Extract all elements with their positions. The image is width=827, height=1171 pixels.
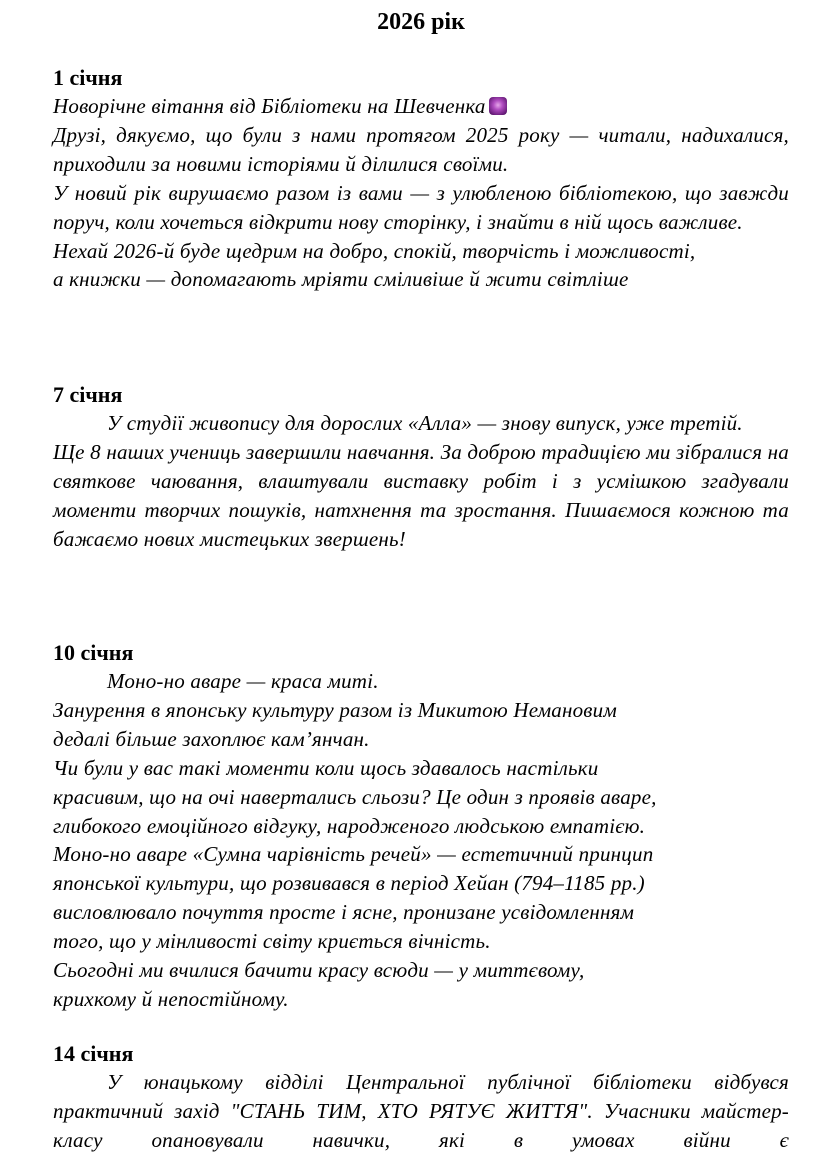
entry-paragraph: крихкому й непостійному.: [53, 986, 289, 1011]
entry-paragraph: а книжки — допомагають мріяти сміливіше й жити світліше: [53, 267, 629, 292]
entry-paragraph: У новий рік вирушаємо разом із вами — з улюбленою бібліотекою, що завжди поруч, коли хочеться відкрити нову сторінку, і знайти в ній щось важливе.: [53, 180, 789, 234]
entry-january-1: [53, 63, 789, 294]
entry-heading-line: [53, 92, 789, 121]
entry-paragraph: Сьогодні ми вчилися бачити красу всюди — у миттєвому,: [53, 958, 585, 983]
entry-paragraph: Ще 8 наших учениць завершили навчання. За доброю традицією ми зібралися на святкове чаювання, влаштували виставку робіт і з усмішкою згадували моменти творчих пошуків, натхнення та зростання. Пишаємося кожною та бажаємо нових мистецьких звершень!: [53, 439, 789, 551]
entry-paragraph: У юнацькому відділі Центральної публічної бібліотеки відбувся практичний захід "СТАНЬ ТИМ, ХТО РЯТУЄ ЖИТТЯ". Учасники майстер-класу опановували навички, які в умовах війни є: [53, 1070, 789, 1152]
entry-paragraph: Друзі, дякуємо, що були з нами протягом 2025 року — читали, надихалися, приходили за новими історіями й ділилися своїми.: [53, 122, 789, 176]
entry-paragraph: красивим, що на очі навертались сльози? Це один з проявів аваре,: [53, 784, 657, 809]
entry-paragraph: У студії живопису для дорослих «Алла» — знову випуск, уже третій.: [107, 411, 743, 435]
purple-square-emoji-icon: [489, 97, 507, 115]
entry-january-10: [53, 638, 789, 1014]
entry-paragraph: Чи були у вас такі моменти коли щось здавалось настільки: [53, 755, 599, 780]
entry-paragraph: глибокого емоційного відгуку, народженого людською емпатією.: [53, 813, 646, 838]
entry-date: 14 січня: [53, 1041, 134, 1066]
entry-date: 7 січня: [53, 382, 123, 407]
heading-text: Новорічне вітання від Бібліотеки на Шевченка: [53, 94, 486, 118]
entry-paragraph: дедалі більше захоплює кам’янчан.: [53, 726, 370, 751]
entry-paragraph: Занурення в японську культуру разом із Микитою Немановим: [53, 697, 617, 722]
entry-paragraph: японської культури, що розвивався в період Хейан (794–1185 рр.): [53, 871, 645, 896]
entry-paragraph: Нехай 2026-й буде щедрим на добро, спокій, творчість і можливості,: [53, 238, 696, 263]
document-title: 2026 рік: [377, 9, 465, 35]
entry-january-14: [53, 1039, 789, 1155]
entry-date: 10 січня: [53, 640, 134, 665]
entry-date: 1 січня: [53, 65, 123, 90]
entry-january-7: [53, 380, 789, 554]
entry-paragraph: того, що у мінливості світу криється вічність.: [53, 929, 491, 954]
entry-paragraph: Моно-но аваре «Сумна чарівність речей» — естетичний принцип: [53, 842, 654, 867]
entry-paragraph: висловлювало почуття просте і ясне, пронизане усвідомленням: [53, 900, 635, 925]
entry-paragraph: Моно-но аваре — краса миті.: [107, 669, 379, 693]
